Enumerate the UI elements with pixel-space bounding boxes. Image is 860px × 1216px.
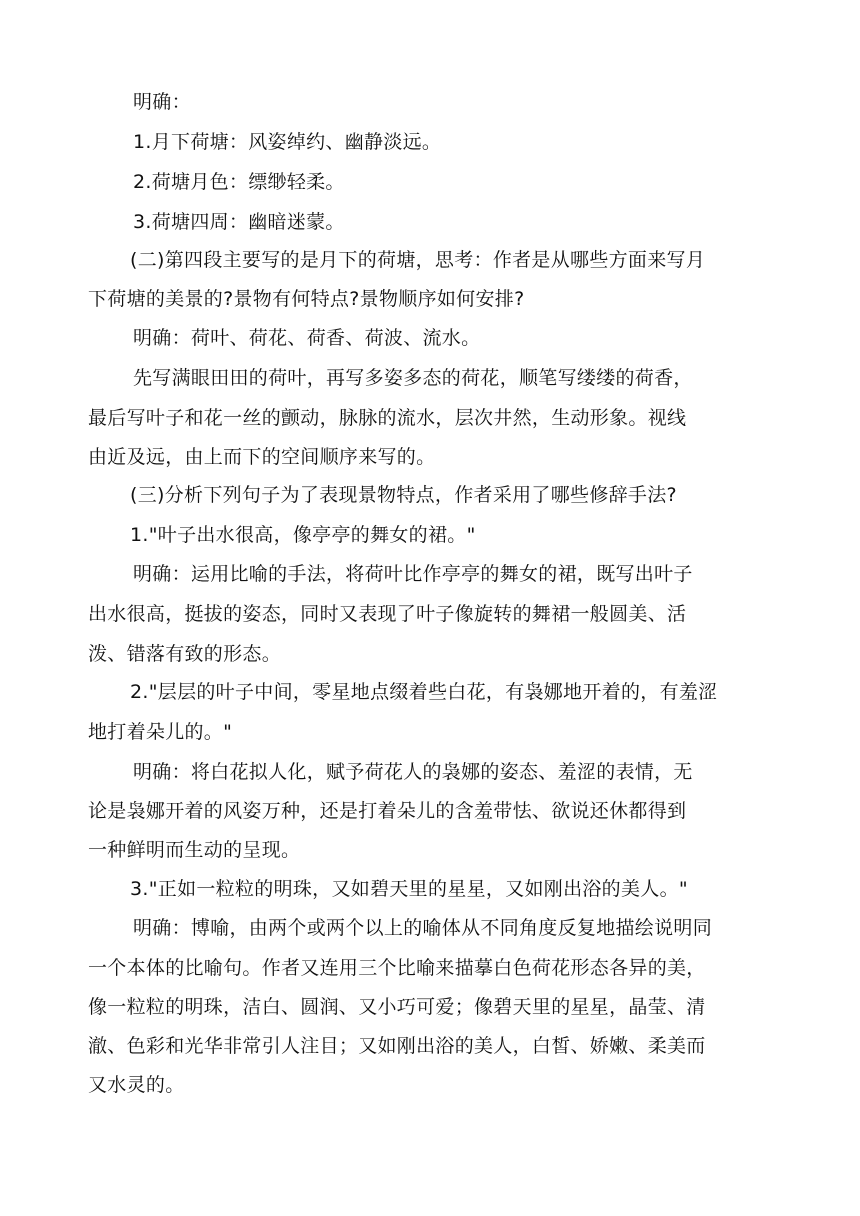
quote-3: 3."正如一粒粒的明珠，又如碧天里的星星，又如刚出浴的美人。" — [130, 878, 688, 900]
answer-item-3: 3.荷塘四周：幽暗迷蒙。 — [133, 211, 345, 233]
paragraph-line-1: 先写满眼田田的荷叶，再写多姿多态的荷花，顺笔写缕缕的荷香， — [133, 367, 693, 389]
answer-quote-1-line-1: 明确：运用比喻的手法，将荷叶比作亭亭的舞女的裙，既写出叶子 — [133, 563, 693, 585]
quote-2-line-1: 2."层层的叶子中间，零星地点缀着些白花，有袅娜地开着的，有羞涩 — [130, 681, 718, 703]
answer-quote-3-line-4: 澈、色彩和光华非常引人注目；又如刚出浴的美人，白皙、娇嫩、柔美而 — [88, 1035, 706, 1057]
question-2-line-2: 下荷塘的美景的?景物有何特点?景物顺序如何安排? — [88, 288, 525, 310]
answer-quote-2-line-3: 一种鲜明而生动的呈现。 — [88, 839, 301, 861]
answer-quote-2-line-2: 论是袅娜开着的风姿万种，还是打着朵儿的含羞带怯、欲说还休都得到 — [88, 800, 687, 822]
answer-quote-2-line-1: 明确：将白花拟人化，赋予荷花人的袅娜的姿态、羞涩的表情，无 — [133, 761, 693, 783]
answer-quote-3-line-3: 像一粒粒的明珠，洁白、圆润、又小巧可爱；像碧天里的星星，晶莹、清 — [88, 996, 706, 1018]
paragraph-line-2: 最后写叶子和花一丝的颤动，脉脉的流水，层次井然，生动形象。视线 — [88, 407, 687, 429]
answer-item-1: 1.月下荷塘：风姿绰约、幽静淡远。 — [133, 131, 442, 153]
answer-quote-3-line-2: 一个本体的比喻句。作者又连用三个比喻来描摹白色荷花形态各异的美， — [88, 957, 706, 979]
answer-quote-3-line-5: 又水灵的。 — [88, 1074, 185, 1096]
answer-item-2: 2.荷塘月色：缥缈轻柔。 — [133, 171, 345, 193]
answer-quote-1-line-3: 泼、错落有致的形态。 — [88, 643, 282, 665]
question-3: (三)分析下列句子为了表现景物特点，作者采用了哪些修辞手法? — [130, 484, 677, 506]
paragraph-line-3: 由近及远，由上而下的空间顺序来写的。 — [88, 446, 436, 468]
answer-2: 明确：荷叶、荷花、荷香、荷波、流水。 — [133, 327, 481, 349]
quote-1: 1."叶子出水很高，像亭亭的舞女的裙。" — [130, 524, 476, 546]
quote-2-line-2: 地打着朵儿的。" — [88, 721, 233, 743]
answer-quote-3-line-1: 明确：博喻，由两个或两个以上的喻体从不同角度反复地描绘说明同 — [133, 917, 713, 939]
answer-label: 明确： — [133, 91, 191, 113]
question-2-line-1: (二)第四段主要写的是月下的荷塘，思考：作者是从哪些方面来写月 — [130, 249, 706, 271]
answer-quote-1-line-2: 出水很高，挺拔的姿态，同时又表现了叶子像旋转的舞裙一般圆美、活 — [88, 603, 687, 625]
